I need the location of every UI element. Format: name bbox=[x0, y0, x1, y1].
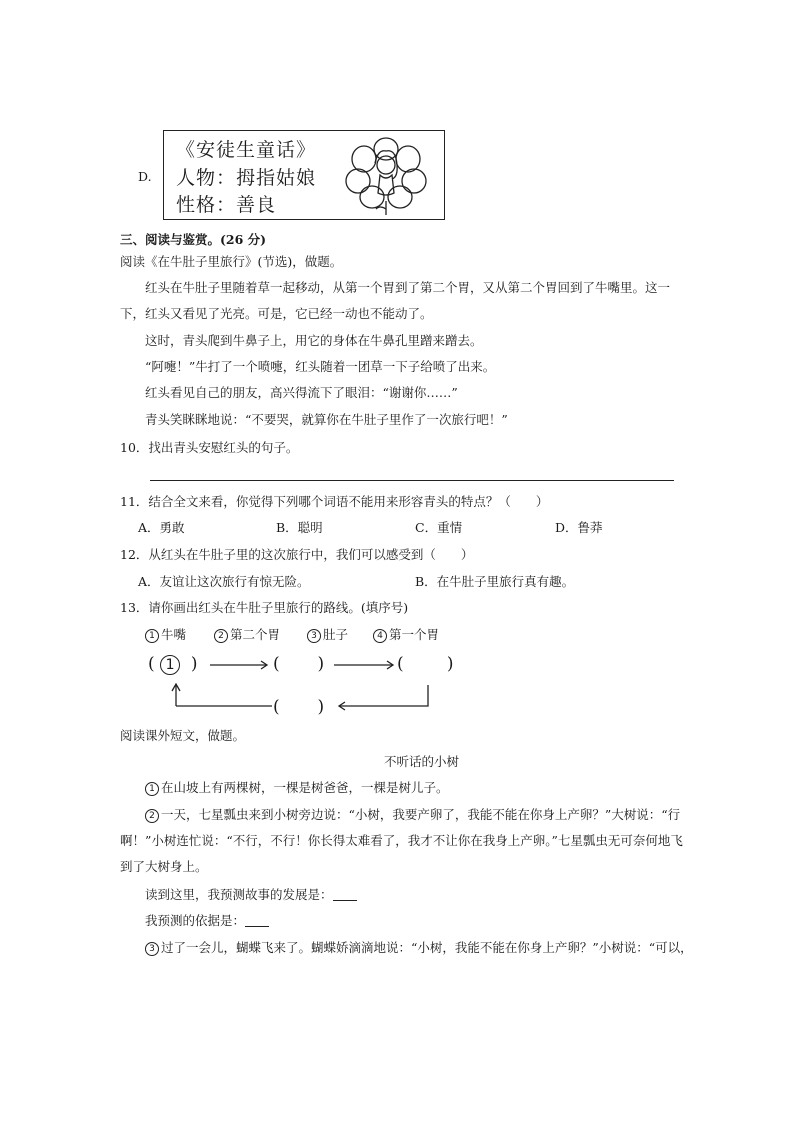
q11-option-b[interactable]: B．聪明 bbox=[276, 520, 323, 535]
story-title: 不听话的小树 bbox=[384, 754, 460, 769]
prediction-prompt: 读到这里，我预测故事的发展是： bbox=[145, 887, 357, 903]
q11-option-a[interactable]: A．勇敢 bbox=[138, 520, 185, 535]
reading1-intro: 阅读《在牛肚子里旅行》(节选)，做题。 bbox=[120, 254, 343, 269]
question-11: 11．结合全文来看，你觉得下列哪个词语不能用来形容青头的特点？（ ） bbox=[120, 494, 549, 509]
filled-answer: 1 bbox=[160, 655, 180, 675]
route-blank-3[interactable]: ( ) bbox=[397, 654, 454, 674]
q11-option-c[interactable]: C．重情 bbox=[415, 520, 463, 535]
card-character: 人物：拇指姑娘 bbox=[176, 167, 317, 189]
circled-number: 4 bbox=[373, 629, 387, 643]
passage1-line: 青头笑眯眯地说：“不要哭，就算你在牛肚子里作了一次旅行吧！” bbox=[145, 412, 508, 427]
story-paragraph: 2 一天，七星瓢虫来到小树旁边说：“小树，我要产卵了，我能不能在你身上产卵？”大树说：“行 bbox=[145, 807, 680, 823]
question-13: 13．请你画出红头在牛肚子里旅行的路线。(填序号) bbox=[120, 600, 409, 615]
route-blank-4[interactable]: ( ) bbox=[273, 697, 325, 717]
route-blank-1[interactable]: ( 1 ) bbox=[148, 654, 198, 674]
passage1-line: 下，红头又看见了光亮。可是，它已经一动也不能动了。 bbox=[120, 306, 433, 321]
route-item: 3 肚子 bbox=[307, 627, 348, 643]
q12-option-b[interactable]: B．在牛肚子里旅行真有趣。 bbox=[415, 574, 575, 589]
thumbelina-flower-illustration bbox=[344, 135, 428, 217]
passage1-line: 红头看见自己的朋友，高兴得流下了眼泪：“谢谢你……” bbox=[145, 385, 458, 400]
circled-number: 1 bbox=[145, 629, 159, 643]
card-title: 《安徒生童话》 bbox=[176, 139, 317, 161]
passage1-line: “阿嚏！”牛打了一个喷嚏，红头随着一团草一下子给喷了出来。 bbox=[145, 359, 496, 374]
prediction-blank[interactable] bbox=[333, 888, 357, 901]
route-item: 1 牛嘴 bbox=[145, 627, 186, 643]
route-item: 2 第二个胃 bbox=[214, 627, 280, 643]
basis-prompt: 我预测的依据是： bbox=[145, 913, 269, 929]
answer-line[interactable] bbox=[150, 480, 674, 481]
card-trait: 性格：善良 bbox=[176, 194, 277, 216]
q11-option-d[interactable]: D．鲁莽 bbox=[555, 520, 603, 535]
reading2-intro: 阅读课外短文，做题。 bbox=[120, 728, 246, 743]
circled-number: 3 bbox=[307, 629, 321, 643]
option-d-label: D. bbox=[138, 169, 152, 184]
section-title: 三、阅读与鉴赏。(26 分) bbox=[120, 232, 267, 247]
story-paragraph: 1 在山坡上有两棵树，一棵是树爸爸，一棵是树儿子。 bbox=[145, 780, 449, 796]
story-line: 啊！”小树连忙说：“不行，不行！你长得太难看了，我才不让你在我身上产卵。”七星瓢虫无可奈何地飞 bbox=[120, 833, 683, 848]
question-12: 12．从红头在牛肚子里的这次旅行中，我们可以感受到（ ） bbox=[120, 547, 474, 562]
route-blank-2[interactable]: ( ) bbox=[273, 654, 325, 674]
passage1-line: 红头在牛肚子里随着草一起移动，从第一个胃到了第二个胃，又从第二个胃回到了牛嘴里。这一 bbox=[145, 280, 671, 295]
question-10: 10．找出青头安慰红头的句子。 bbox=[120, 440, 299, 455]
route-arrows bbox=[160, 655, 450, 715]
story-paragraph: 3 过了一会儿，蝴蝶飞来了。蝴蝶娇滴滴地说：“小树，我能不能在你身上产卵？”小树说：“可以， bbox=[145, 940, 693, 956]
circled-number: 2 bbox=[214, 629, 228, 643]
story-card bbox=[163, 130, 445, 220]
passage1-line: 这时，青头爬到牛鼻子上，用它的身体在牛鼻孔里蹭来蹭去。 bbox=[145, 333, 483, 348]
story-line: 到了大树身上。 bbox=[120, 859, 208, 874]
route-item: 4 第一个胃 bbox=[373, 627, 439, 643]
basis-blank[interactable] bbox=[245, 914, 269, 927]
q12-option-a[interactable]: A．友谊让这次旅行有惊无险。 bbox=[138, 574, 310, 589]
